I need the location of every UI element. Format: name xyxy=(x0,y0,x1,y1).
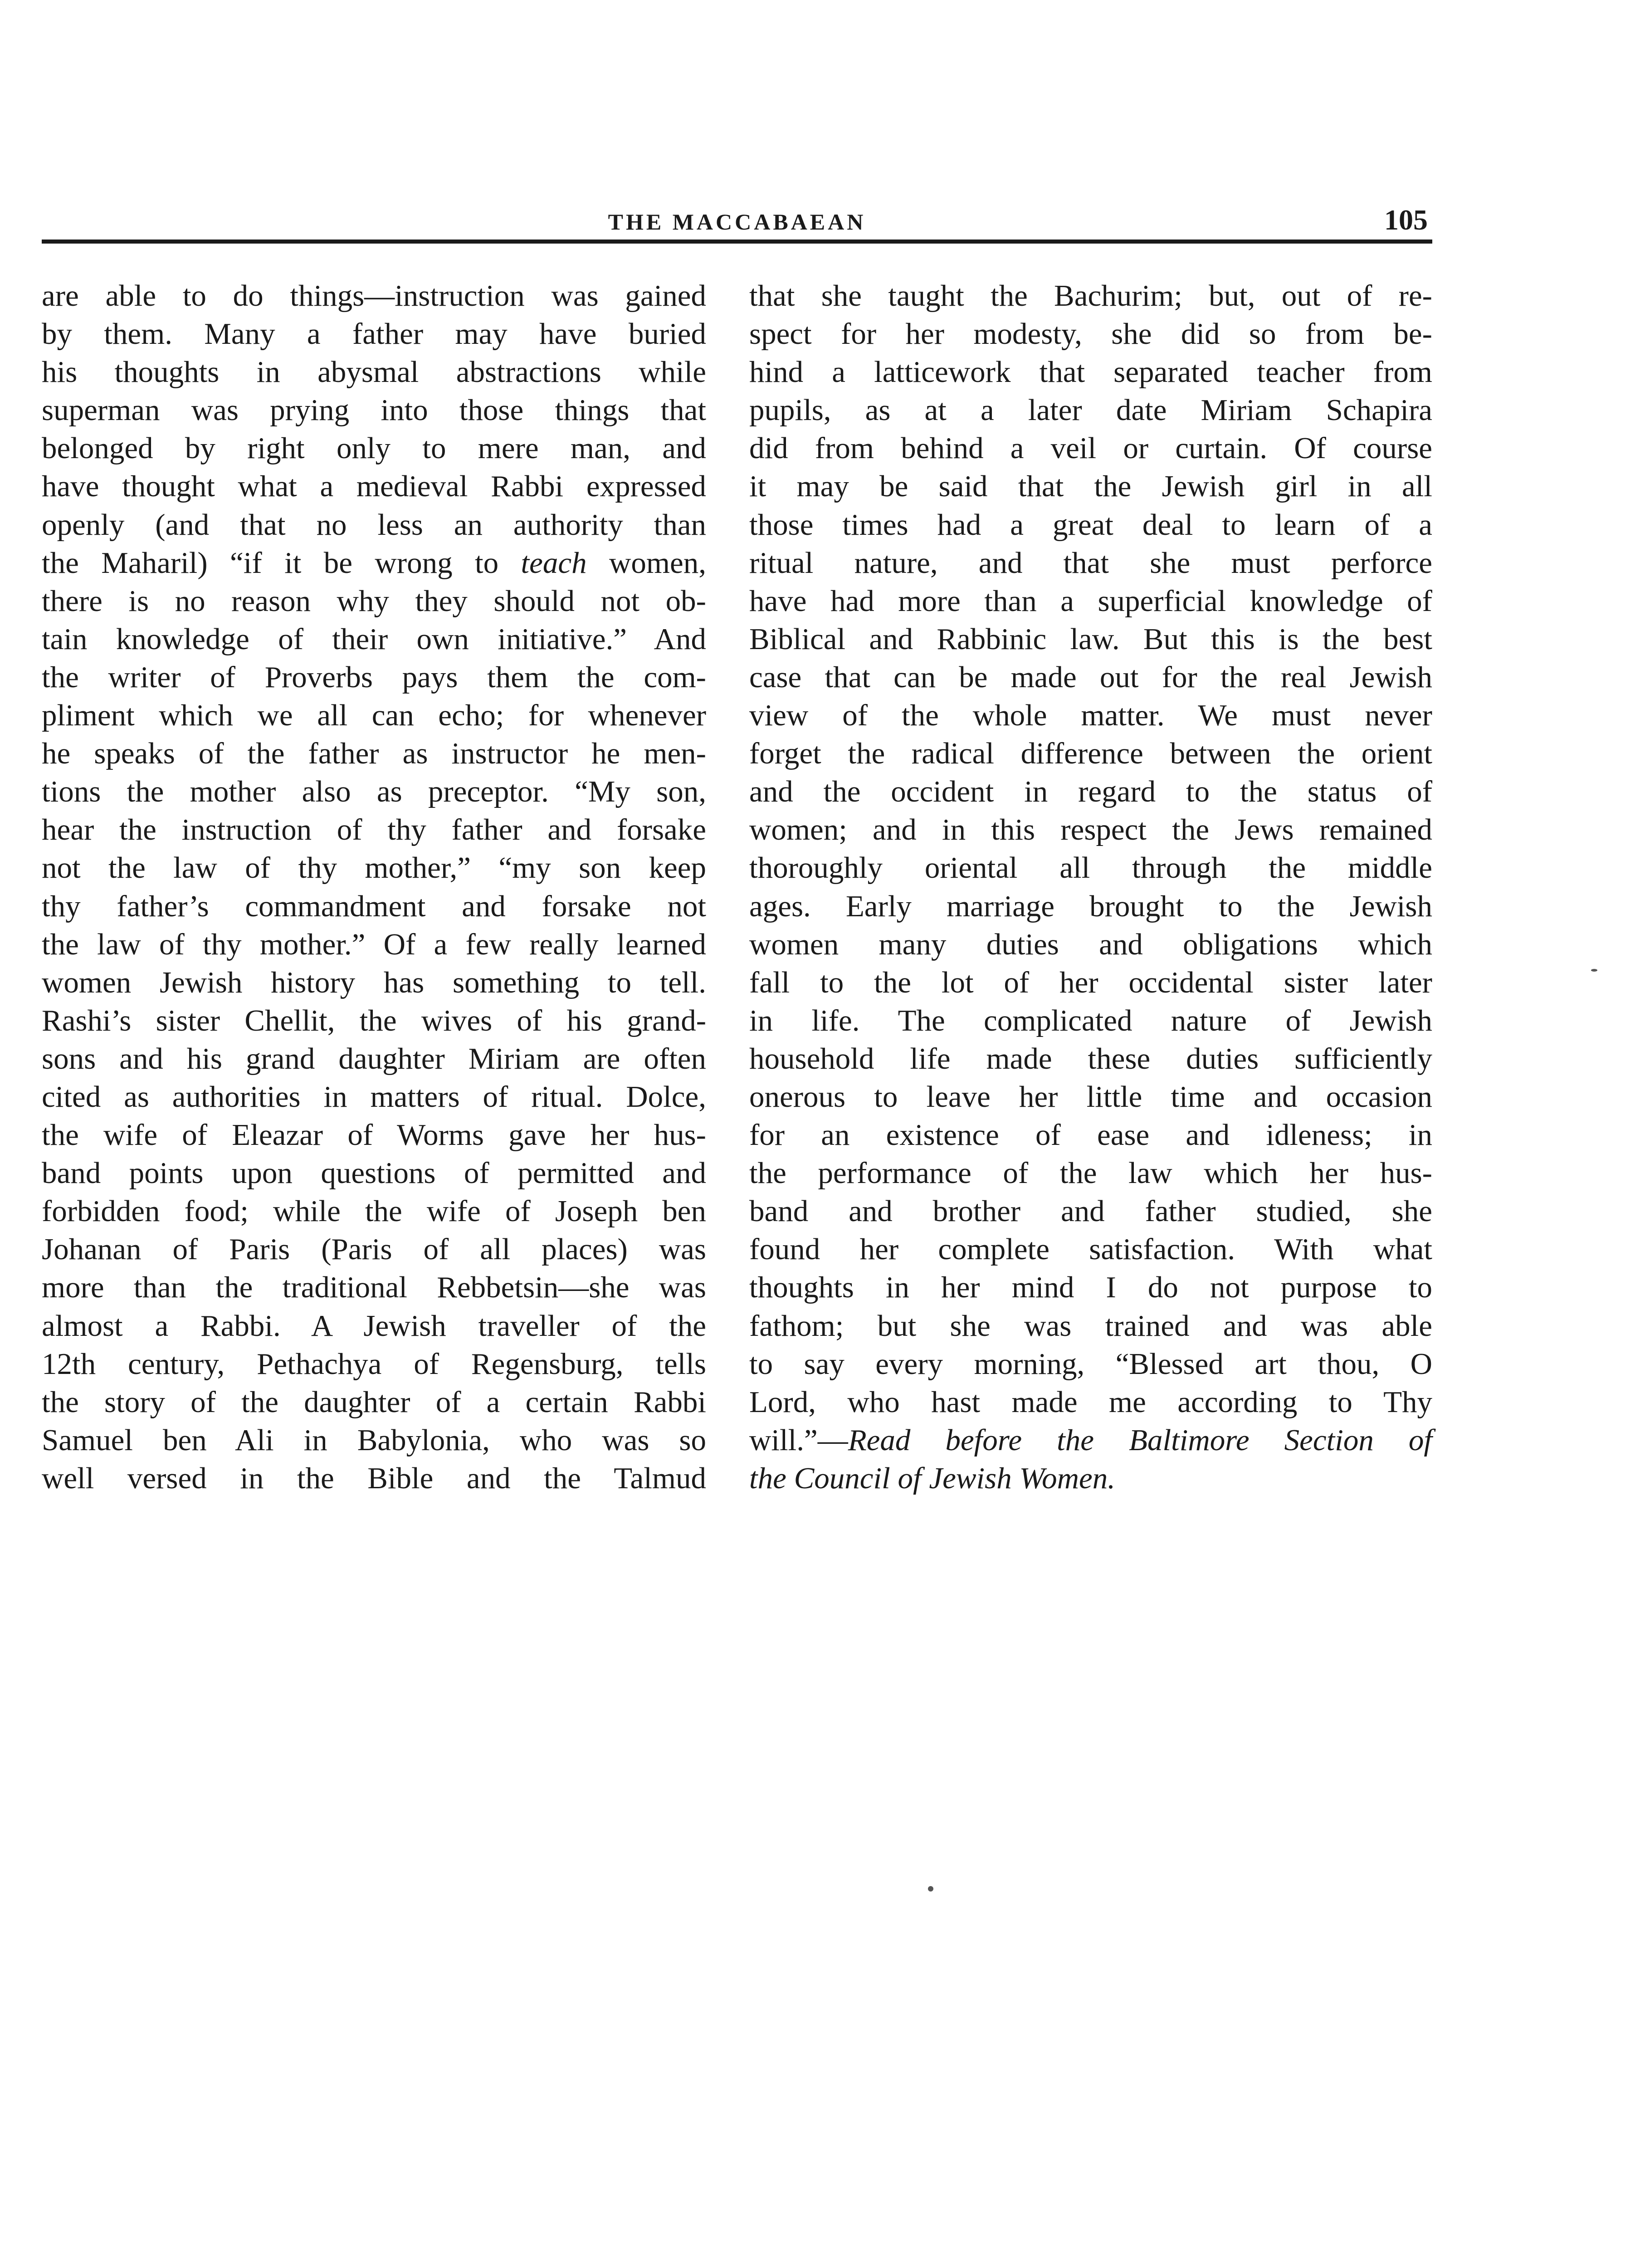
text-line: forbidden food; while the wife of Joseph ben xyxy=(42,1194,706,1228)
text-line: spect for her modesty, she did so from be- xyxy=(749,317,1432,351)
text-line: tions the mother also as preceptor. “My son, xyxy=(42,775,706,809)
text-line: the wife of Eleazar of Worms gave her hus- xyxy=(42,1118,706,1152)
text-line: band points upon questions of permitted and xyxy=(42,1156,706,1190)
text-line: to say every morning, “Blessed art thou, O xyxy=(749,1347,1432,1381)
text-line: not the law of thy mother,” “my son keep xyxy=(42,851,706,885)
text-line: the performance of the law which her hus- xyxy=(749,1156,1432,1190)
text-line: cited as authorities in matters of ritual. Dolce, xyxy=(42,1080,706,1114)
line-text: the Maharil) “if it be wrong to xyxy=(42,546,499,580)
text-line: thoroughly oriental all through the middle xyxy=(749,851,1432,885)
text-line: women; and in this respect the Jews remained xyxy=(749,813,1432,847)
text-line: case that can be made out for the real Jewish xyxy=(749,660,1432,694)
running-header xyxy=(42,199,1432,244)
text-line: hind a latticework that separated teacher from xyxy=(749,355,1432,389)
text-line: Samuel ben Ali in Babylonia, who was so xyxy=(42,1423,706,1457)
text-line: women Jewish history has something to tell. xyxy=(42,965,706,999)
page-number: 105 xyxy=(1384,204,1428,236)
text-line: those times had a great deal to learn of a xyxy=(749,508,1432,542)
text-line: and the occident in regard to the status of xyxy=(749,775,1432,809)
text-line: are able to do things—instruction was gained xyxy=(42,279,706,313)
text-line: found her complete satisfaction. With what xyxy=(749,1232,1432,1266)
text-line: 12th century, Pethachya of Regensburg, tells xyxy=(42,1347,706,1381)
text-line: thoughts in her mind I do not purpose to xyxy=(749,1271,1432,1305)
left-text-column xyxy=(42,277,706,1497)
journal-title: THE MACCABAEAN xyxy=(608,209,866,235)
text-line: Biblical and Rabbinic law. But this is the best xyxy=(749,622,1432,656)
text-line: belonged by right only to mere man, and xyxy=(42,431,706,465)
text-line: view of the whole matter. We must never xyxy=(749,699,1432,733)
text-line: did from behind a veil or curtain. Of course xyxy=(749,431,1432,465)
text-line: more than the traditional Rebbetsin—she was xyxy=(42,1271,706,1305)
text-line: Johanan of Paris (Paris of all places) was xyxy=(42,1232,706,1266)
text-line: women many duties and obligations which xyxy=(749,927,1432,961)
text-line xyxy=(42,544,706,582)
text-line: Rashi’s sister Chellit, the wives of his grand- xyxy=(42,1003,706,1037)
text-line: hear the instruction of thy father and forsake xyxy=(42,813,706,847)
text-line: there is no reason why they should not ob- xyxy=(42,584,706,618)
text-line: Lord, who hast made me according to Thy xyxy=(749,1385,1432,1419)
text-line: the story of the daughter of a certain Rabbi xyxy=(42,1385,706,1419)
text-line: household life made these duties sufficiently xyxy=(749,1041,1432,1075)
text-line: by them. Many a father may have buried xyxy=(42,317,706,351)
text-line: almost a Rabbi. A Jewish traveller of the xyxy=(42,1309,706,1343)
text-line: that she taught the Bachurim; but, out of re- xyxy=(749,279,1432,313)
text-line: his thoughts in abysmal abstractions while xyxy=(42,355,706,389)
text-line: ages. Early marriage brought to the Jewish xyxy=(749,889,1432,923)
italic-attribution-line: the Council of Jewish Women. xyxy=(749,1461,1116,1495)
text-line: pupils, as at a later date Miriam Schapira xyxy=(749,393,1432,427)
text-line: forget the radical difference between the orient xyxy=(749,737,1432,771)
text-line: have thought what a medieval Rabbi expressed xyxy=(42,469,706,503)
text-line: in life. The complicated nature of Jewish xyxy=(749,1003,1432,1037)
text-line: the law of thy mother.” Of a few really learned xyxy=(42,927,706,961)
right-text-column xyxy=(749,277,1432,1497)
text-line: fall to the lot of her occidental sister later xyxy=(749,965,1432,999)
text-line: pliment which we all can echo; for whenever xyxy=(42,699,706,733)
text-line: superman was prying into those things that xyxy=(42,393,706,427)
text-line: ritual nature, and that she must perforce xyxy=(749,546,1432,580)
text-line: the writer of Proverbs pays them the com- xyxy=(42,660,706,694)
text-line: it may be said that the Jewish girl in all xyxy=(749,469,1432,503)
text-line: sons and his grand daughter Miriam are often xyxy=(42,1041,706,1075)
line-text: women, xyxy=(609,546,707,580)
italic-attribution: Read before the Baltimore Section of xyxy=(848,1423,1432,1457)
text-line: onerous to leave her little time and occasion xyxy=(749,1080,1432,1114)
text-line: he speaks of the father as instructor he men- xyxy=(42,737,706,771)
paper-speck xyxy=(1591,969,1597,972)
text-line: fathom; but she was trained and was able xyxy=(749,1309,1432,1343)
text-line xyxy=(749,1421,1432,1459)
paper-speck xyxy=(928,1886,933,1892)
text-line: have had more than a superficial knowledge of xyxy=(749,584,1432,618)
text-line: openly (and that no less an authority than xyxy=(42,508,706,542)
text-line: for an existence of ease and idleness; in xyxy=(749,1118,1432,1152)
text-line: thy father’s commandment and forsake not xyxy=(42,889,706,923)
line-text: will.”— xyxy=(749,1423,848,1457)
text-line: well versed in the Bible and the Talmud xyxy=(42,1461,706,1495)
text-line: tain knowledge of their own initiative.” And xyxy=(42,622,706,656)
text-line: band and brother and father studied, she xyxy=(749,1194,1432,1228)
italic-word: teach xyxy=(521,546,587,580)
